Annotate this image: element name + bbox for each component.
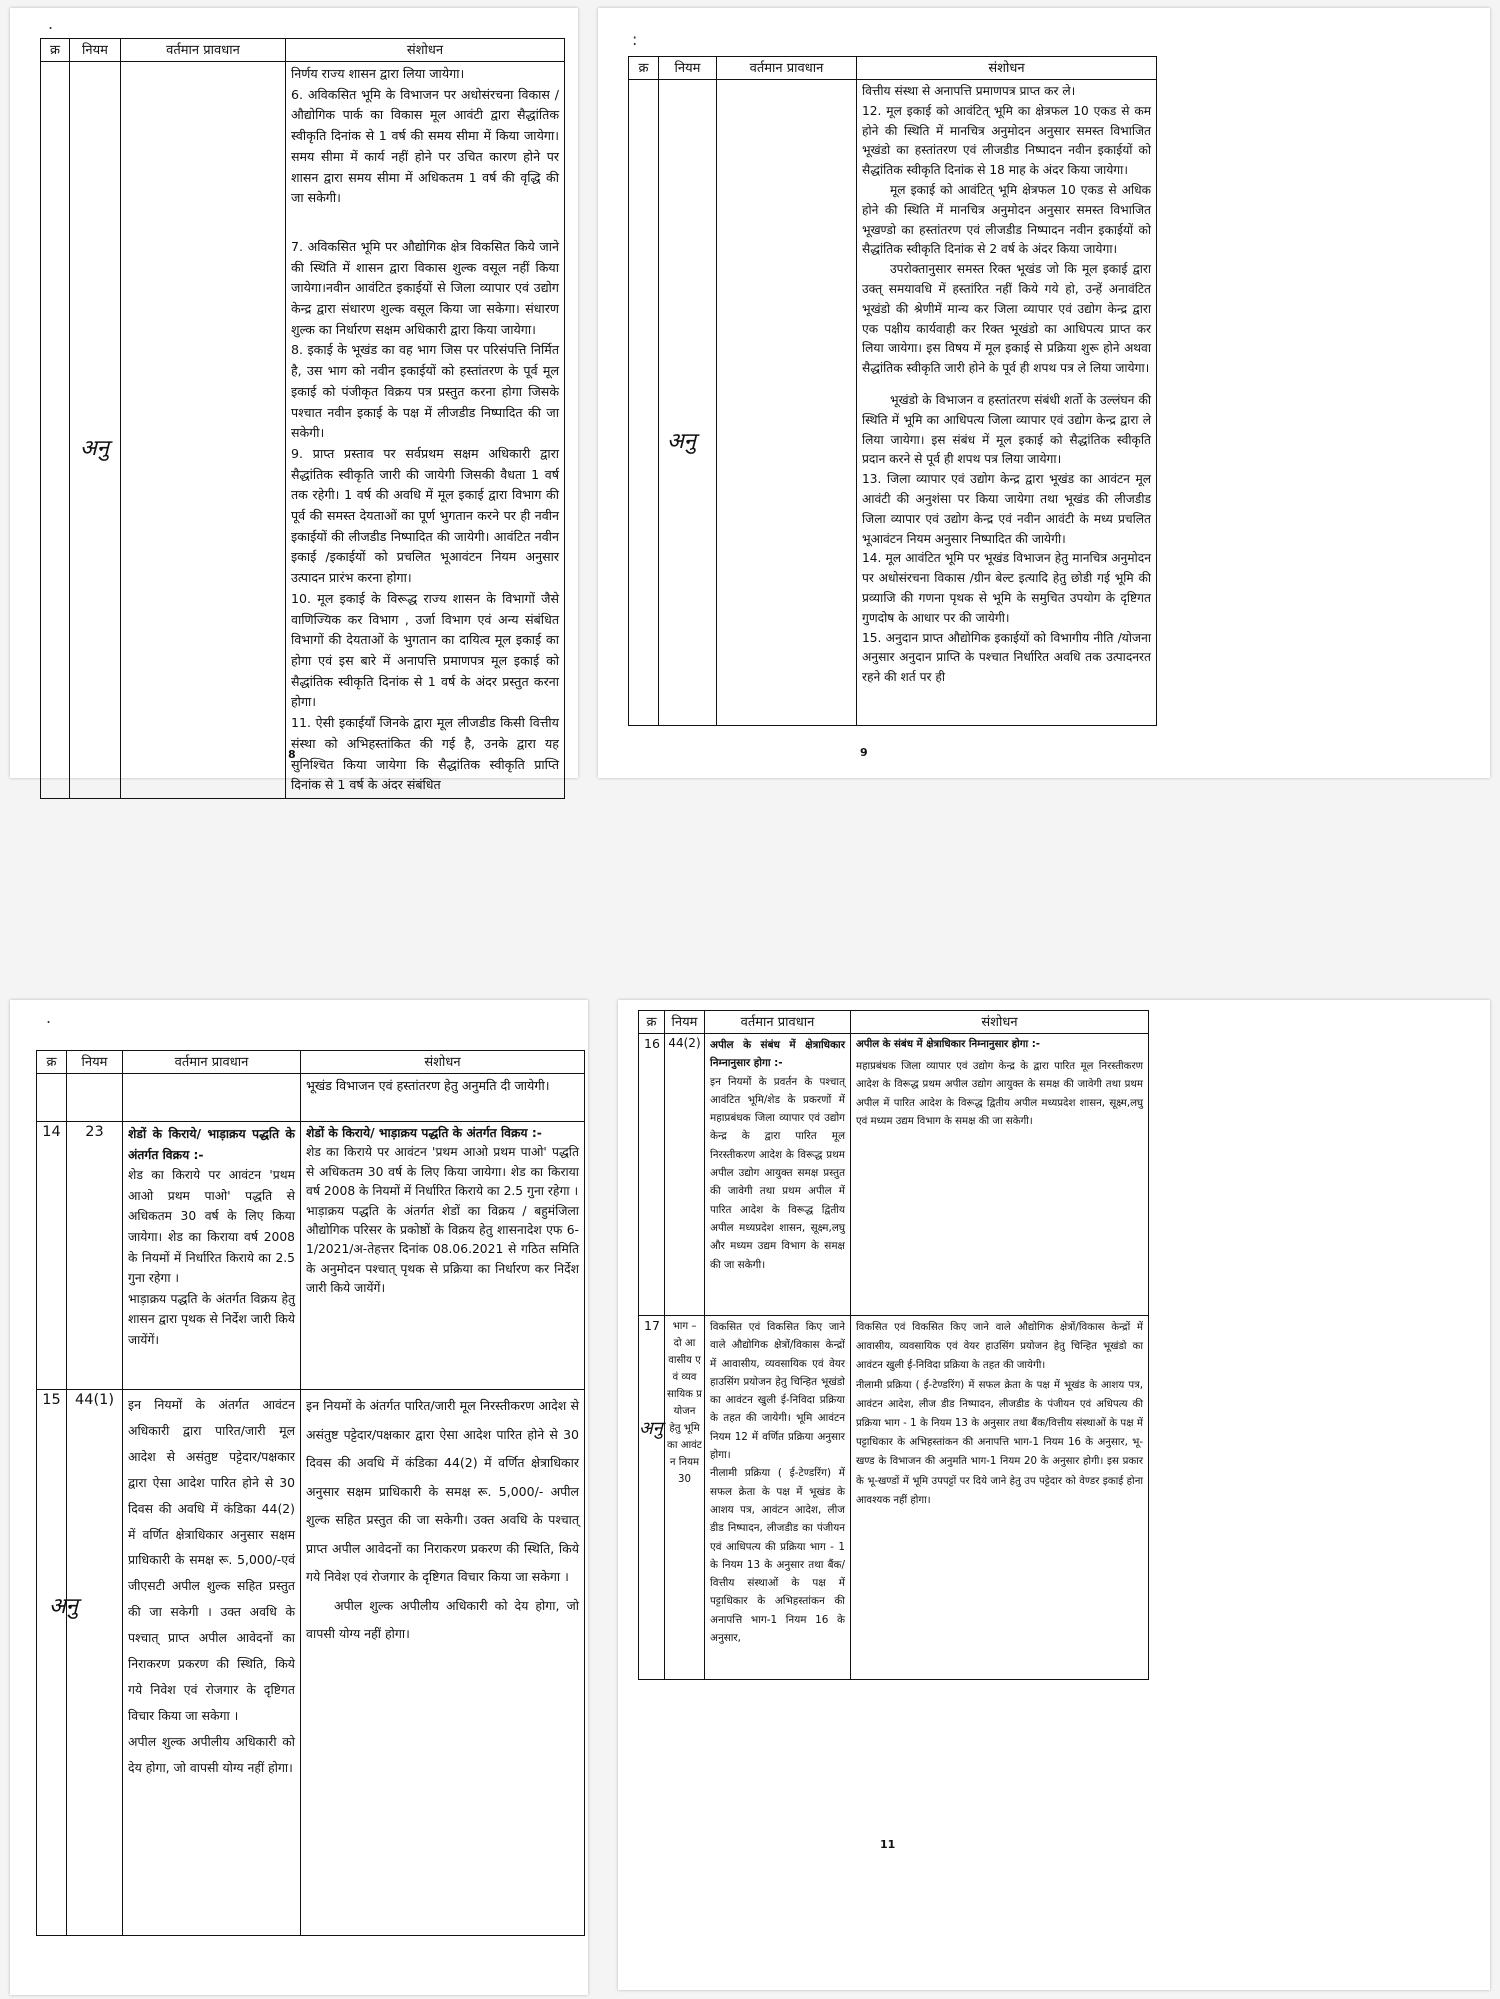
page-number: 8 [288, 748, 296, 761]
signature: अनु [49, 1594, 79, 1619]
current-provision-cell [705, 1316, 851, 1680]
amendment-table-page-9 [628, 56, 1157, 726]
provision-para: अपील शुल्क अपीलीय अधिकारी को देय होगा, जो वापसी योग्य नहीं होगा। [128, 1733, 295, 1775]
amend-para: 6. अविकसित भूमि के विभाजन पर अधोसंरचना विकास /औद्योगिक पार्क का विकास मूल आवंटी द्वारा सैद्धांतिक स्वीकृति दिनांक से 1 वर्ष की समय सीमा में किया जायेगा। समय सीमा में कार्य नहीं होने पर उचित कारण होने पर शासन द्वारा समय सीमा में अधिकतम 1 वर्ष की वृद्धि की जा सकेगी। [291, 86, 559, 206]
table-row-15 [37, 1390, 585, 1936]
amend-para: 7. अविकसित भूमि पर औद्योगिक क्षेत्र विकसित किये जाने की स्थिति में शासन द्वारा विकास शुल्क वसूल नहीं किया जायेगा।नवीन आवंटित इकाईयों से जिला व्यापार एवं उद्योग केन्द्र द्वारा संधारण शुल्क वसूल किया जा सकेगा। संधारण शुल्क का निर्धारण सक्षम अधिकारी द्वारा किया जायेगा। [291, 238, 559, 337]
corner-mark: . [46, 1008, 52, 1027]
signature: अनु [639, 1418, 663, 1439]
provision-para: शेड का किराये पर आवंटन 'प्रथम आओ प्रथम पाओ' पद्धति से अधिकतम 30 वर्ष के लिए किया जायेगा। शेड का किराया वर्ष 2008 के नियमों में निर्धारित किराये का 2.5 गुना रहेगा । [128, 1168, 295, 1286]
rule-number: 23 [67, 1122, 123, 1390]
page-10 [10, 1000, 588, 1995]
amend-para: 8. इकाई के भूखंड का वह भाग जिस पर परिसंपत्ति निर्मित है, उस भाग को नवीन इकाईयों को हस्तांतरण के पूर्व मूल इकाई को पंजीकृत विक्रय पत्र प्रस्तुत करना होगा जिसके पश्चात नवीन इकाई के पक्ष में लीजडीड निष्पादित की जा सकेगी। [291, 342, 559, 441]
provision-heading: शेडों के किराये/ भाड़ाक्रय पद्धति के अंतर्गत विक्रय :- [128, 1127, 295, 1162]
amend-para: 13. जिला व्यापार एवं उद्योग केन्द्र द्वारा भूखंड का आवंटन मूल आवंटी की अनुशंसा पर किया जायेगा तथा भूखंड की लीजडीड जिला व्यापार एवं उद्योग केन्द्र एवं नवीन आवंटी के मध्य प्रचलित भूआवंटन नियम अनुसार निष्पादित की जायेगी। [862, 472, 1151, 546]
amendment-table-page-11 [638, 1010, 1149, 1680]
corner-mark: : [632, 30, 638, 49]
amend-para: 12. मूल इकाई को आवंटित् भूमि का क्षेत्रफल 10 एकड से कम होने की स्थिति में मानचित्र अनुमोदन अनुसार समस्त विभाजित भूखंडो का हस्तांतरण एवं लीजडीड निष्पादन नवीन इकाईयों को सैद्धांतिक स्वीकृति दिनांक से 18 माह के अंदर किया जायेगा। [862, 103, 1151, 178]
header-vartaman: वर्तमान प्रावधान [121, 39, 286, 62]
amend-para: महाप्रबंधक जिला व्यापार एवं उद्योग केन्द्र के द्वारा पारित मूल निरस्तीकरण आदेश के विरूद्ध प्रथम अपील उद्योग आयुक्त के समक्ष की जावेगी तथा प्रथम अपील में पारित आदेश के विरूद्ध द्वितीय अपील मध्यप्रदेश शासन, सूक्ष्म,लघु एवं मध्यम उद्यम विभाग के समक्ष की जा सकेगी। [856, 1061, 1143, 1127]
header-vartaman: वर्तमान प्रावधान [705, 1011, 851, 1034]
rule-number: 44(2) [665, 1034, 705, 1316]
header-kr: क्र [41, 39, 70, 62]
row-number: 16 [639, 1034, 665, 1316]
amendment-cell [301, 1390, 585, 1936]
amendment-cell [851, 1034, 1149, 1316]
amendment-cell [286, 62, 565, 799]
signature: अनु [667, 429, 697, 454]
provision-para: इन नियमों के प्रवर्तन के पश्चात् आवंटित भूमि/शेड के प्रकरणों में महाप्रबंधक जिला व्यापार एवं उद्योग केन्द्र के द्वारा पारित मूल निरस्तीकरण आदेश के विरूद्ध प्रथम अपील उद्योग आयुक्त समक्ष प्रस्तुत की जावेगी तथा प्रथम अपील में पारित आदेश के विरूद्ध द्वितीय अपील मध्यप्रदेश शासन, सूक्ष्म,लघु और मध्यम उद्यम विभाग के समक्ष की जा सकेगी। [710, 1075, 845, 1271]
header-sanshodhan: संशोधन [851, 1011, 1149, 1034]
header-sanshodhan: संशोधन [857, 57, 1157, 80]
header-niyam: नियम [70, 39, 121, 62]
provision-para: इन नियमों के अंतर्गत आवंटन अधिकारी द्वारा पारित/जारी मूल आदेश से असंतुष्ट पट्टेदार/पक्षकार द्वारा ऐसा आदेश पारित होने से 30 दिवस की अवधि में कंडिका 44(2) में वर्णित क्षेत्राधिकार अनुसार सक्षम प्राधिकारी के समक्ष रू. 5,000/-एवं जीएसटी अपील शुल्क सहित प्रस्तुत की जा सकेगी । उक्त अवधि के पश्चात् प्राप्त अपील आवेदनों का निराकरण प्रकरण की स्थिति, किये गये निवेश एवं रोजगार के दृष्टिगत विचार किया जा सकेगा । [128, 1397, 295, 1723]
current-provision-cell [123, 1390, 301, 1936]
header-vartaman: वर्तमान प्रावधान [717, 57, 857, 80]
table-row-16 [639, 1034, 1149, 1316]
provision-para: भाड़ाक्रय पद्धति के अंतर्गत विक्रय हेतु शासन द्वारा पृथक से निर्देश जारी किये जायेंगें। [128, 1291, 295, 1347]
provision-heading: अपील के संबंध में क्षेत्राधिकार निम्नानुसार होगा :- [710, 1039, 845, 1070]
provision-para: नीलामी प्रक्रिया ( ई-टेण्डरिंग) में सफल क्रेता के पक्ष में भूखंड के आशय पत्र, आवंटन आदेश, लीज डीड निष्पादन, लीजडीड का पंजीयन एवं आधिपत्य की प्रक्रिया भाग - 1 के नियम 13 के अनुसार तथा बैंक/वित्तीय संस्थाओं के पक्ष में पट्टाधिकार के अभिहस्तांकन की अनापत्ति भाग-1 नियम 16 के अनुसार, [710, 1467, 845, 1645]
amend-para: मूल इकाई को आवंटित् भूमि क्षेत्रफल 10 एकड से अधिक होने की स्थिति में मानचित्र अनुमोदन अनुसार समस्त विभाजित भूखण्डो का हस्तांतरण एवं लीजडीड निष्पादन नवीन इकाईयों को सैद्धांतिक स्वीकृति दिनांक से 2 वर्ष के अंदर किया जायेगा। [862, 182, 1151, 257]
amend-para: उपरोक्तानुसार समस्त रिक्त भूखंड जो कि मूल इकाई द्वारा उक्त् समयावधि में हस्तांरित नहीं किये गये हो, उन्हें अनावंटित भूखंडो की श्रेणीमें मान्य कर जिला व्यापार एवं उद्योग केन्द्र द्वारा एक पक्षीय कार्यवाही कर रिक्त भूखंडो का आधिपत्य प्राप्त कर लिया जायेगा। इस विषय में मूल इकाई से प्रक्रिया शुरू होने अथवा सैद्धांतिक स्वीकृति जारी होने के पूर्व ही शपथ पत्र ले लिया जायेगा। [862, 262, 1151, 376]
rule-number: 44(1) [75, 1392, 114, 1408]
header-niyam: नियम [659, 57, 717, 80]
provision-para: विकसित एवं विकसित किए जाने वाले औद्योगिक क्षेत्रों/विकास केन्द्रों में आवासीय, व्यवसायिक एवं वेयर हाउसिंग प्रयोजन हेतु चिन्हित भूखंडो का आवंटन खुली ई-निविदा प्रक्रिया के तहत की जायेगी। भूमि आवंटन नियम 12 में वर्णित प्रक्रिया अनुसार होगा। [710, 1321, 845, 1462]
amendment-cell [857, 80, 1157, 726]
amendment-heading: शेडों के किराये/ भाड़ाक्रय पद्धति के अंतर्गत विक्रय :- [306, 1126, 542, 1140]
header-kr: क्र [629, 57, 659, 80]
current-provision-cell [705, 1034, 851, 1316]
amendment-table-page-8 [40, 38, 565, 799]
header-vartaman: वर्तमान प्रावधान [123, 1051, 301, 1074]
amend-para: 15. अनुदान प्राप्त औद्योगिक इकाईयों को विभागीय नीति /योजना अनुसार अनुदान प्राप्ति के पश्चात निर्धारित अवधि तक उत्पादनरत रहने की शर्त पर ही [862, 630, 1151, 685]
amend-para: 9. प्राप्त प्रस्ताव पर सर्वप्रथम सक्षम अधिकारी द्वारा सैद्धांतिक स्वीकृति जारी की जायेगी जिसकी वैधता 1 वर्ष तक रहेगी। 1 वर्ष की अवधि में मूल इकाई द्वारा विभाग की पूर्व की समस्त देयताओं का पूर्ण भुगतान करने पर ही नवीन इकाईयों की लीजडीड निष्पादित की जायेगी। आवंटित नवीन इकाई /इकाईयों को प्रचलित भूआवंटन नियम अनुसार उत्पादन प्रारंभ करना होगा। [291, 445, 559, 586]
header-sanshodhan: संशोधन [286, 39, 565, 62]
row-number: 17 [639, 1316, 665, 1680]
amend-para: नीलामी प्रक्रिया ( ई-टेण्डरिंग) में सफल क्रेता के पक्ष में भूखंड के आशय पत्र, आवंटन आदेश, लीज डीड निष्पादन, लीजडीड के पंजीयन एवं अधिपत्य की प्रक्रिया भाग - 1 के नियम 13 के अनुसार तथा बैंक/वित्तीय संस्थाओं के पक्ष में पट्टाधिकार के अभिहस्तांकन की अनापत्ति भाग-1 नियम 16 के अनुसार, भू-खण्ड के विभाजन की अनुमति भाग-1 नियम 20 के अनुसार होगी। इस प्रकार के भू-खण्डों में भूमि उपपट्टों पर दिये जाने हेतु उप पट्टेदार को वेण्डर इकाई होना आवश्यक नहीं होगा। [856, 1379, 1143, 1506]
corner-mark: . [48, 14, 54, 33]
header-kr: क्र [37, 1051, 67, 1074]
page-number: 9 [860, 746, 868, 759]
amend-para: शेड का किराये पर आवंटन 'प्रथम आओ प्रथम पाओ' पद्धति से अधिकतम 30 वर्ष के लिए किया जायेगा। शेड का किराया वर्ष 2008 के नियमों में निर्धारित किराये का 2.5 गुना रहेगा । [306, 1145, 579, 1199]
amendment-cell [851, 1316, 1149, 1680]
page-11 [618, 1000, 1490, 1990]
rule-number: भाग – दो आवासीय एवं व्यवसायिक प्रयोजन हेतु भूमि का आवंटन नियम 30 [667, 1321, 702, 1485]
signature: अनु [80, 436, 110, 461]
amendment-cell: भूखंड विभाजन एवं हस्तांतरण हेतु अनुमति दी जायेगी। [301, 1074, 585, 1122]
amendment-table-page-10 [36, 1050, 585, 1936]
amendment-heading: अपील के संबंध में क्षेत्राधिकार निम्नानुसार होगा :- [856, 1039, 1041, 1050]
header-niyam: नियम [665, 1011, 705, 1034]
amend-para: 11. ऐसी इकाईयाँ जिनके द्वारा मूल लीजडीड किसी वित्तीय संस्था को अभिहस्तांकित की गई है, उनके द्वारा यह सुनिश्चित किया जायेगा कि सैद्धांतिक स्वीकृति प्राप्ति दिनांक से 1 वर्ष के अंदर संबंधित [291, 715, 559, 793]
page-9 [598, 8, 1490, 778]
page-number: 11 [880, 1838, 896, 1851]
current-provision-cell [123, 1122, 301, 1390]
table-row-14 [37, 1122, 585, 1390]
amendment-cell [301, 1122, 585, 1390]
page-8 [10, 8, 578, 793]
amend-para: 14. मूल आवंटित भूमि पर भूखंड विभाजन हेतु मानचित्र अनुमोदन पर अधोसंरचना विकास /ग्रीन बेल्ट इत्यादि हेतु छोडी गई भूमि की प्रव्याजि की गणना पृथक से भूमि के समुचित उपयोग के दृष्टिगत गुणदोष के आधार पर की जायेगी। [862, 551, 1151, 625]
row-number: 14 [37, 1122, 67, 1390]
header-kr: क्र [639, 1011, 665, 1034]
row-number: 15 [37, 1390, 67, 1936]
amend-para: भाड़ाक्रय पद्धति के अंतर्गत शेडों का विक्रय / बहुमंजिला औद्योगिक परिसर के प्रकोष्ठों के विक्रय हेतु शासनादेश एफ 6-1/2021/अ-तेहत्तर दिनांक 08.06.2021 से गठित समिति के अनुमोदन पश्चात् पृथक से प्रक्रिया का निर्धारण कर निर्देश जारी किये जायेंगें। [306, 1203, 579, 1296]
amend-para: वित्तीय संस्था से अनापत्ति प्रमाणपत्र प्राप्त कर ले। [862, 84, 1076, 98]
header-sanshodhan: संशोधन [301, 1051, 585, 1074]
amend-para: 10. मूल इकाई के विरूद्ध राज्य शासन के विभागों जैसे वाणिज्यिक कर विभाग , उर्जा विभाग एवं अन्य संबंधित विभागों की देयताओं के भुगतान का दायित्व मूल इकाई का होगा एवं इस बारे में अनापत्ति प्रमाणपत्र मूल इकाई को सैद्धांतिक स्वीकृति दिनांक से 1 वर्ष के अंदर प्रस्तुत करना होगा। [291, 590, 559, 710]
amend-para: अपील शुल्क अपीलीय अधिकारी को देय होगा, जो वापसी योग्य नहीं होगा। [306, 1597, 579, 1641]
amend-para: इन नियमों के अंतर्गत पारित/जारी मूल निरस्तीकरण आदेश से असंतुष्ट पट्टेदार/पक्षकार द्वारा ऐसा आदेश पारित होने से 30 दिवस की अवधि में कंडिका 44(2) में वर्णित क्षेत्राधिकार अनुसार सक्षम प्राधिकारी के समक्ष रू. 5,000/- अपील शुल्क सहित प्रस्तुत की जा सकेगी। उक्त अवधि के पश्चात् प्राप्त अपील आवेदनों का निराकरण प्रकरण की स्थिति, किये गये निवेश एवं रोजगार के दृष्टिगत विचार किया जा सकेगा । [306, 1398, 579, 1584]
amend-para: भूखंडो के विभाजन व हस्तांतरण संबंधी शर्तो के उल्लंघन की स्थिति में भूमि का आधिपत्य जिला व्यापार एवं उद्योग केन्द्र द्वारा ले लिया जायेगा। इस संबंध में मूल इकाई को सैद्धांतिक स्वीकृति प्रदान करने से पूर्व ही शपथ पत्र लिया जायेगा। [862, 392, 1151, 467]
amend-para: विकसित एवं विकसित किए जाने वाले औद्योगिक क्षेत्रों/विकास केन्द्रों में आवासीय, व्यवसायिक एवं वेयर हाउसिंग प्रयोजन हेतु चिन्हित भूखंडो का आवंटन खुली ई-निविदा प्रक्रिया के तहत की जायेगी। [856, 1322, 1143, 1372]
table-row-17 [639, 1316, 1149, 1680]
header-niyam: नियम [67, 1051, 123, 1074]
amend-para: निर्णय राज्य शासन द्वारा लिया जायेगा। [291, 66, 465, 81]
